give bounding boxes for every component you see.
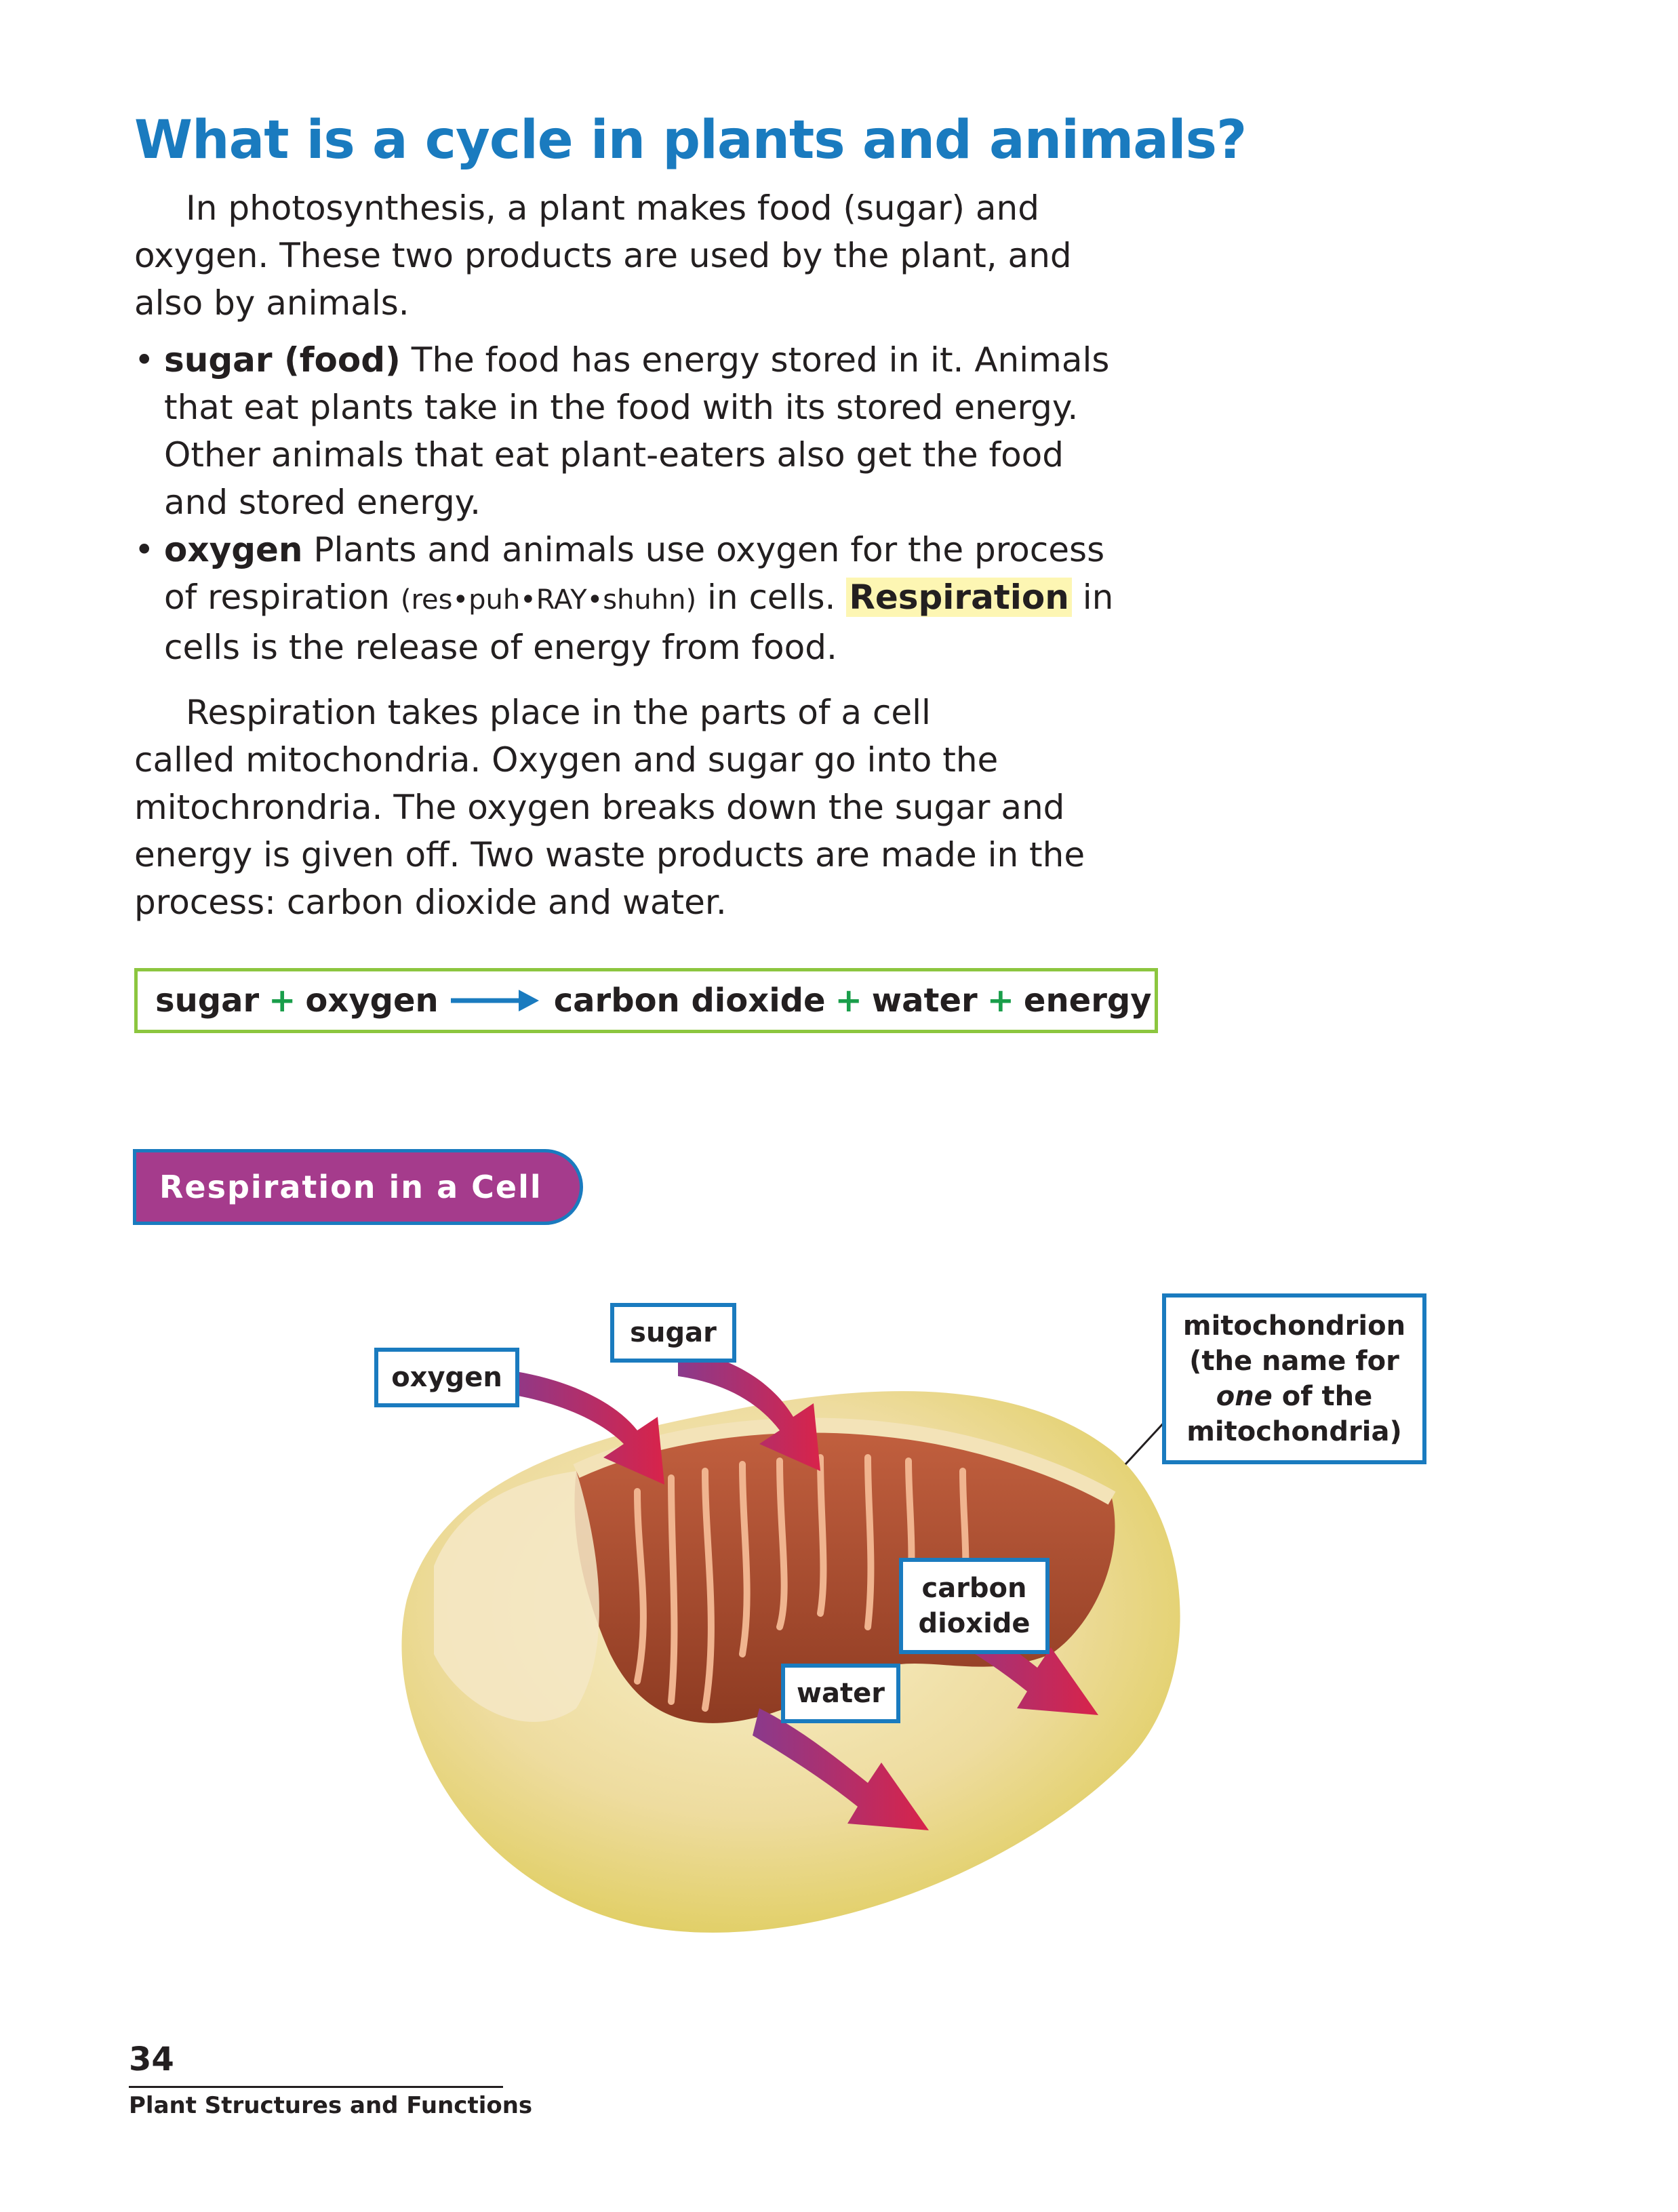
para-line: called mitochondria. Oxygen and sugar go into the bbox=[134, 740, 999, 780]
bullet-line: The food has energy stored in it. Animals bbox=[400, 340, 1110, 380]
bullet-line: Other animals that eat plant-eaters also get the food bbox=[164, 435, 1064, 475]
footer-rule bbox=[129, 2086, 503, 2088]
bullet-sugar bbox=[134, 336, 1192, 526]
respiration-equation bbox=[134, 968, 1158, 1033]
intro-line: also by animals. bbox=[134, 283, 409, 323]
para-line: process: carbon dioxide and water. bbox=[134, 883, 727, 922]
intro-line: In photosynthesis, a plant makes food (sugar) and bbox=[186, 188, 1039, 228]
label-sugar: sugar bbox=[610, 1303, 736, 1363]
bullet-line: in cells. bbox=[696, 578, 847, 617]
co2-line: dioxide bbox=[918, 1608, 1031, 1639]
bullet-line: in bbox=[1071, 578, 1114, 617]
eq-oxygen: oxygen bbox=[305, 982, 439, 1020]
eq-water: water bbox=[871, 982, 978, 1020]
label-water: water bbox=[781, 1664, 900, 1723]
para-line: energy is given off. Two waste products are made in the bbox=[134, 835, 1085, 874]
bullet-dot: • bbox=[134, 340, 155, 380]
co2-line: carbon bbox=[921, 1573, 1027, 1604]
bullet-term: sugar (food) bbox=[164, 340, 401, 380]
bullet-line: Plants and animals use oxygen for the process bbox=[302, 530, 1105, 569]
eq-sugar: sugar bbox=[155, 982, 260, 1020]
label-mitochondrion bbox=[1162, 1293, 1426, 1464]
eq-plus: + bbox=[986, 982, 1014, 1020]
bullet-line: and stored energy. bbox=[164, 483, 481, 522]
eq-plus: + bbox=[268, 982, 296, 1020]
yields-arrow-icon bbox=[451, 987, 539, 1014]
mito-emphasis: one bbox=[1216, 1381, 1273, 1412]
mito-line: mitochondrion bbox=[1182, 1310, 1406, 1342]
respiration-paragraph bbox=[134, 689, 1192, 926]
para-line: Respiration takes place in the parts of a cell bbox=[186, 693, 931, 732]
bullet-term: oxygen bbox=[164, 530, 303, 569]
eq-carbon-dioxide: carbon dioxide bbox=[553, 982, 826, 1020]
bullet-line: of respiration bbox=[164, 578, 401, 617]
intro-paragraph bbox=[134, 184, 1192, 327]
vocab-highlight: Respiration bbox=[846, 578, 1072, 617]
page-number: 34 bbox=[129, 2040, 174, 2078]
para-line: mitochrondria. The oxygen breaks down the sugar and bbox=[134, 788, 1065, 827]
label-oxygen: oxygen bbox=[374, 1348, 519, 1407]
section-tab: Respiration in a Cell bbox=[133, 1149, 583, 1225]
label-carbon-dioxide bbox=[899, 1558, 1050, 1654]
intro-line: oxygen. These two products are used by the plant, and bbox=[134, 236, 1072, 275]
bullet-line: cells is the release of energy from food. bbox=[164, 628, 837, 667]
pronunciation: (res•puh•RAY•shuhn) bbox=[400, 584, 697, 616]
bullet-dot: • bbox=[134, 530, 155, 569]
mito-line: (the name for bbox=[1189, 1346, 1399, 1377]
book-title: Plant Structures and Functions bbox=[129, 2092, 533, 2119]
bullet-oxygen bbox=[134, 526, 1192, 671]
eq-energy: energy bbox=[1023, 982, 1152, 1020]
eq-plus: + bbox=[835, 982, 862, 1020]
bullet-line: that eat plants take in the food with its stored energy. bbox=[164, 388, 1079, 427]
page-title: What is a cycle in plants and animals? bbox=[134, 110, 1247, 171]
mito-line: mitochondria) bbox=[1186, 1416, 1402, 1447]
mito-line: of the bbox=[1272, 1381, 1373, 1412]
